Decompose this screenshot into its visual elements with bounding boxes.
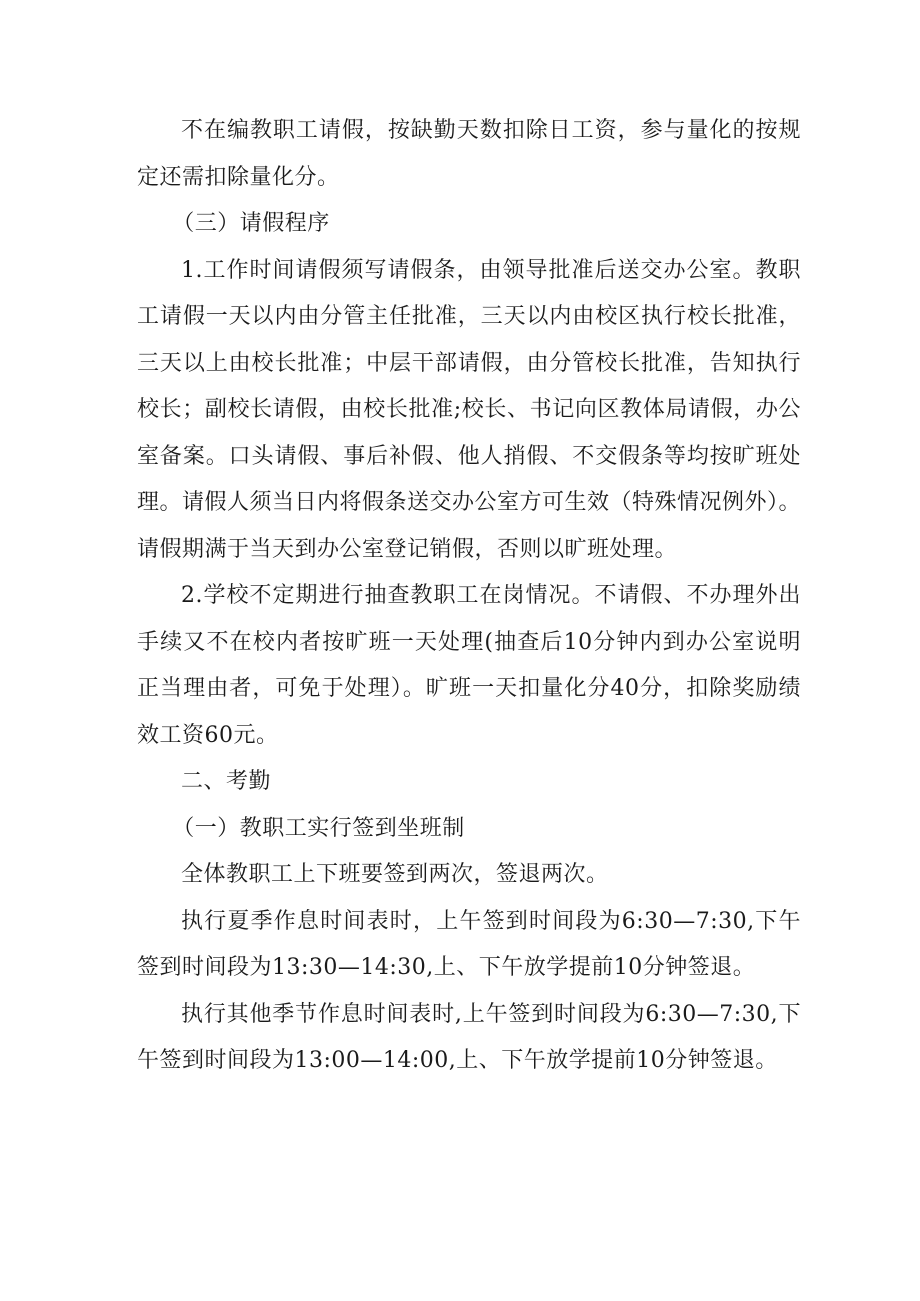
paragraph-spot-check: 2.学校不定期进行抽查教职工在岗情况。不请假、不办理外出手续又不在校内者按旷班一天处理(抽查后10分钟内到办公室说明正当理由者，可免于处理）。旷班一天扣量化分40分，扣除奖励绩效工资60元。 <box>137 583 801 748</box>
paragraph-other-season-schedule: 执行其他季节作息时间表时,上午签到时间段为6:30—7:30,下午签到时间段为13:00—14:00,上、下午放学提前10分钟签退。 <box>137 1001 801 1073</box>
document-body <box>137 108 801 1085</box>
section-heading-leave-procedure: （三）请假程序 <box>172 211 330 236</box>
paragraph-non-staff-leave: 不在编教职工请假，按缺勤天数扣除日工资，参与量化的按规定还需扣除量化分。 <box>137 118 801 190</box>
section-heading-sign-in-system: （一）教职工实行签到坐班制 <box>172 815 465 841</box>
paragraph-leave-approval: 1.工作时间请假须写请假条，由领导批准后送交办公室。教职工请假一天以内由分管主任批准，三天以内由校区执行校长批准，三天以上由校长批准；中层干部请假，由分管校长批准，告知执行校长；副校长请假，由校长批准;校长、书记向区教体局请假，办公室备案。口头请假、事后补假、他人捎假、不交假条等均按旷班处理。请假人须当日内将假条送交办公室方可生效（特殊情况例外）。请假期满于当天到办公室登记销假，否则以旷班处理。 <box>137 257 802 562</box>
paragraph-summer-schedule: 执行夏季作息时间表时，上午签到时间段为6:30—7:30,下午签到时间段为13:30—14:30,上、下午放学提前10分钟签退。 <box>137 908 801 980</box>
paragraph-sign-in-count: 全体教职工上下班要签到两次，签退两次。 <box>181 862 609 887</box>
section-heading-attendance: 二、考勤 <box>181 769 272 794</box>
